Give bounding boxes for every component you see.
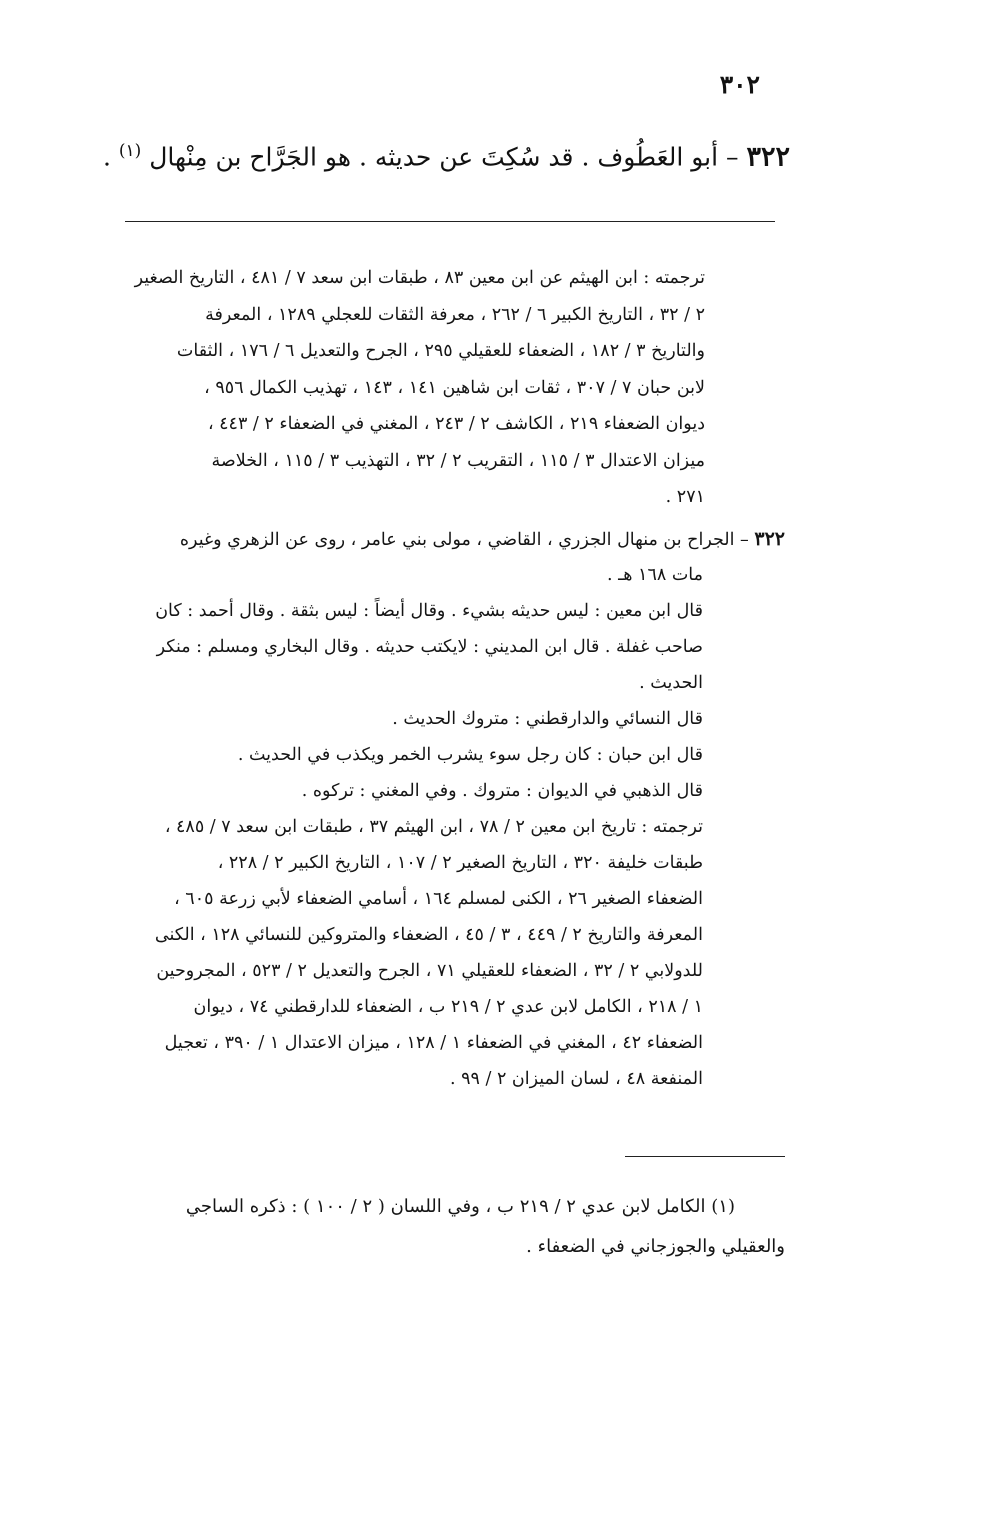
tarjama-line: ٢ / ٣٢ ، التاريخ الكبير ٦ / ٢٦٢ ، معرفة الثقات للعجلي ١٢٨٩ ، المعرفة bbox=[205, 304, 705, 325]
entry-dash: – bbox=[718, 142, 747, 172]
footnote bbox=[95, 1187, 785, 1267]
footnote-ref: (١) bbox=[118, 141, 142, 161]
footnote-divider bbox=[625, 1156, 785, 1157]
entry-body-number: ٣٢٢ bbox=[754, 528, 785, 550]
entry-body-line: صاحب غفلة . قال ابن المديني : لايكتب حديثه . وقال البخاري ومسلم : منكر bbox=[156, 637, 703, 657]
footnote-line: والعقيلي والجوزجاني في الضعفاء . bbox=[526, 1236, 785, 1257]
tarjama-block bbox=[95, 260, 705, 516]
entry-body-line: قال الذهبي في الديوان : متروك . وفي المغني : تركوه . bbox=[301, 781, 703, 801]
entry-body-line: قال النسائي والدارقطني : متروك الحديث . bbox=[392, 709, 703, 729]
entry-body-line: الضعفاء الصغير ٢٦ ، الكنى لمسلم ١٦٤ ، أسامي الضعفاء لأبي زرعة ٦٠٥ ، bbox=[174, 889, 703, 909]
entry-body-line: المنفعة ٤٨ ، لسان الميزان ٢ / ٩٩ . bbox=[449, 1069, 703, 1089]
footnote-line: (١) الكامل لابن عدي ٢ / ٢١٩ ب ، وفي اللسان ( ٢ / ١٠٠ ) : ذكره الساجي bbox=[185, 1196, 735, 1217]
entry-body bbox=[95, 521, 785, 1097]
tarjama-line: ٢٧١ . bbox=[665, 487, 705, 507]
entry-body-line: المعرفة والتاريخ ٢ / ٤٤٩ ، ٣ / ٤٥ ، الضعفاء والمتروكين للنسائي ١٢٨ ، الكنى bbox=[154, 925, 703, 945]
page-number: ٣٠٢ bbox=[719, 70, 760, 99]
entry-text: أبو العَطُوف . قد سُكِتَ عن حديثه . هو الجَرَّاح بن مِنْهال bbox=[149, 142, 719, 172]
header-divider bbox=[125, 221, 775, 222]
entry-body-line: للدولابي ٢ / ٣٢ ، الضعفاء للعقيلي ٧١ ، الجرح والتعديل ٢ / ٥٢٣ ، المجروحين bbox=[156, 961, 703, 981]
entry-number: ٣٢٢ bbox=[746, 141, 790, 173]
entry-body-intro: الجراح بن منهال الجزري ، القاضي ، مولى بني عامر ، روى عن الزهري وغيره bbox=[179, 530, 735, 550]
entry-body-line: الضعفاء ٤٢ ، المغني في الضعفاء ١ / ١٢٨ ، ميزان الاعتدال ١ / ٣٩٠ ، تعجيل bbox=[164, 1033, 703, 1053]
entry-body-first-line bbox=[95, 521, 785, 557]
entry-body-dash: – bbox=[734, 530, 755, 550]
entry-body-line: قال ابن حبان : كان رجل سوء يشرب الخمر ويكذب في الحديث . bbox=[237, 745, 703, 765]
entry-body-line: طبقات خليفة ٣٢٠ ، التاريخ الصغير ٢ / ١٠٧ ، التاريخ الكبير ٢ / ٢٢٨ ، bbox=[217, 853, 703, 873]
tarjama-line: ميزان الاعتدال ٣ / ١١٥ ، التقريب ٢ / ٣٢ ، التهذيب ٣ / ١١٥ ، الخلاصة bbox=[211, 450, 705, 471]
tarjama-line: لابن حبان ٧ / ٣٠٧ ، ثقات ابن شاهين ١٤١ ، ١٤٣ ، تهذيب الكمال ٩٥٦ ، bbox=[204, 377, 705, 398]
entry-body-line: ١ / ٢١٨ ، الكامل لابن عدي ٢ / ٢١٩ ب ، الضعفاء للدارقطني ٧٤ ، ديوان bbox=[193, 997, 703, 1017]
tarjama-line: والتاريخ ٣ / ١٨٢ ، الضعفاء للعقيلي ٢٩٥ ، الجرح والتعديل ٦ / ١٧٦ ، الثقات bbox=[176, 341, 705, 361]
tarjama-line: ترجمته : ابن الهيثم عن ابن معين ٨٣ ، طبقات ابن سعد ٧ / ٤٨١ ، التاريخ الصغير bbox=[134, 268, 705, 288]
entry-heading bbox=[100, 133, 790, 175]
entry-body-line: الحديث . bbox=[639, 673, 703, 693]
entry-end: . bbox=[102, 142, 119, 172]
entry-body-line: قال ابن معين : ليس حديثه بشيء . وقال أيضاً : ليس بثقة . وقال أحمد : كان bbox=[155, 601, 703, 621]
entry-body-line: مات ١٦٨ هـ . bbox=[607, 565, 703, 585]
entry-body-line: ترجمته : تاريخ ابن معين ٢ / ٧٨ ، ابن الهيثم ٣٧ ، طبقات ابن سعد ٧ / ٤٨٥ ، bbox=[164, 817, 703, 837]
tarjama-line: ديوان الضعفاء ٢١٩ ، الكاشف ٢ / ٢٤٣ ، المغني في الضعفاء ٢ / ٤٤٣ ، bbox=[207, 414, 705, 434]
